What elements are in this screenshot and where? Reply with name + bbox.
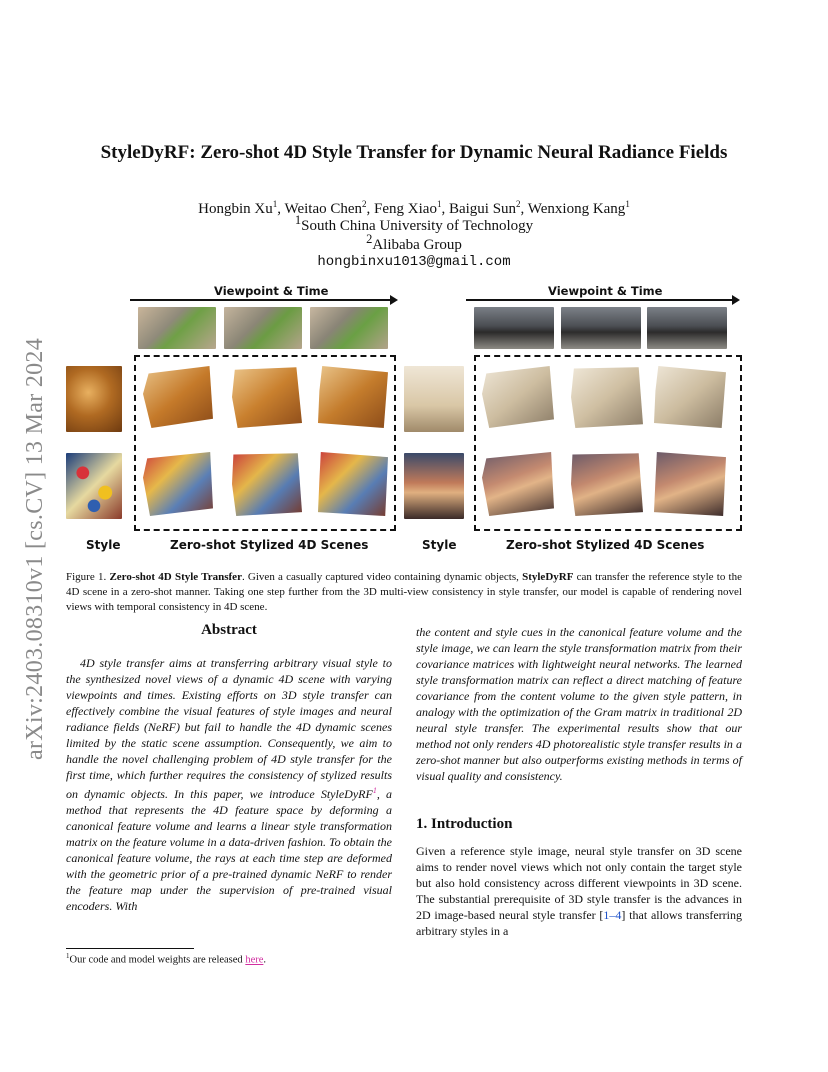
code-release-link[interactable]: here: [245, 954, 264, 966]
footnote-rule: [66, 948, 194, 949]
style-image-colorful: [66, 453, 122, 519]
stylized-result: [571, 366, 643, 428]
input-frame: [647, 307, 727, 349]
author-affiliation-mark: 2: [516, 199, 521, 209]
stylized-result: [571, 452, 643, 516]
left-scenes-label: Zero-shot Stylized 4D Scenes: [170, 538, 369, 552]
author-affiliation-mark: 1: [625, 199, 630, 209]
abstract-text: 4D style transfer aims at transferring arbitrary visual style to the synthesized novel views of a dynamic 4D scene with varying viewpoints and times. Existing efforts on 3D style transfer can effectively combine the visual features of style images and neural radiance fields (NeRF) but fail to handle the 4D dynamic scenes limited by the static scene assumption. Consequently, we aim to handle the novel challenging problem of 4D style transfer for the first time, which further requires the consistency of stylized results on dynamic objects. In this paper, we introduce StyleDyRF: [66, 656, 392, 801]
author-list: Hongbin Xu$^1$, Weitao Chen$^2$, Feng Xiao$^1$, Baigui Sun$^2$, Wenxiong Kang$^1$: [198, 199, 630, 217]
input-frame: [224, 307, 302, 349]
intro-text: ] that allows transferring arbitrary styles in a: [416, 908, 743, 938]
affiliation-name: South China University of Technology: [301, 218, 534, 234]
author-name: Hongbin Xu: [198, 201, 273, 217]
input-frame: [310, 307, 388, 349]
left-axis-label: Viewpoint & Time: [214, 284, 329, 298]
stylized-result: [143, 366, 213, 428]
stylized-result: [654, 452, 726, 516]
arxiv-identifier: arXiv:2403.08310v1 [cs.CV] 13 Mar 2024: [22, 337, 48, 760]
stylized-result: [654, 366, 726, 428]
intro-body: [416, 843, 742, 939]
stylized-result: [482, 452, 554, 516]
footnote-end: .: [263, 954, 267, 966]
right-scenes-label: Zero-shot Stylized 4D Scenes: [506, 538, 705, 552]
author-name: Weitao Chen: [284, 201, 363, 217]
author-affiliation-mark: 2: [362, 199, 367, 209]
abstract-section: [66, 622, 392, 914]
left-style-label: Style: [86, 538, 121, 552]
right-viewpoint-arrow: [466, 299, 738, 301]
right-column: [416, 624, 742, 939]
caption-method-name: StyleDyRF: [522, 571, 574, 583]
intro-text: Given a reference style image, neural style transfer on 3D scene aims to render novel views which not only contain the target style but also hold consistency across different viewpoints in 3D scene. The substantial prerequisite of 3D style transfer is the advances in 2D image-based neural style transfer [: [416, 844, 742, 922]
author-name: Baigui Sun: [448, 201, 517, 217]
stylized-result: [482, 366, 554, 428]
figure-caption: [66, 570, 742, 615]
author-email: hongbinxu1013@gmail.com: [317, 254, 511, 270]
affiliation-number: 2: [366, 232, 373, 246]
stylized-result: [318, 366, 388, 428]
style-image-sunset-spire: [404, 453, 464, 519]
caption-bold-title: Zero-shot 4D Style Transfer: [109, 571, 242, 583]
author-affiliation-mark: 1: [272, 199, 278, 209]
input-frame: [561, 307, 641, 349]
abstract-body: [66, 655, 392, 914]
left-viewpoint-arrow: [130, 299, 396, 301]
affiliation-2: [0, 232, 828, 254]
affiliation-name: Alibaba Group: [372, 237, 462, 253]
citation-link[interactable]: 1–4: [603, 908, 622, 922]
footnote-text: Our code and model weights are released: [69, 954, 246, 966]
right-axis-label: Viewpoint & Time: [548, 284, 663, 298]
caption-text: can transfer the reference style to the 4D scene in a zero-shot manner. Taking one step further from the 3D multi-view consistency in style transfer, our model is capable of rendering novel views with temporal consistency in 4D scene.: [66, 571, 742, 613]
author-name: Wenxiong Kang: [527, 201, 626, 217]
stylized-result: [232, 366, 302, 428]
intro-heading: 1. Introduction: [416, 816, 513, 832]
paper-title: StyleDyRF: Zero-shot 4D Style Transfer for Dynamic Neural Radiance Fields: [100, 142, 728, 163]
affiliation-number: 1: [294, 213, 302, 227]
caption-prefix: Figure 1.: [66, 571, 110, 583]
caption-text: . Given a casually captured video containing dynamic objects,: [241, 571, 523, 583]
abstract-continued: the content and style cues in the canonical feature volume and the style image, we can learn the style transformation matrix from their covariance matrices with lightweight neural networks. The learned style transformation matrix can reflect a direct matching of feature covariance from the content volume to the given style pattern, in analogy with the optimization of the Gram matrix in traditional 2D neural style transfer. The experimental results show that our method not only renders 4D photorealistic style transfer results in a zero-shot manner but also outperforms existing methods in terms of visual quality and consistency.: [416, 625, 742, 783]
author-affiliation-mark: 1: [436, 199, 442, 209]
footnote-number: 1: [66, 952, 70, 960]
input-frame: [138, 307, 216, 349]
style-image-ink-tree: [404, 366, 464, 432]
stylized-result: [232, 452, 302, 516]
footnote-mark[interactable]: 1: [372, 786, 377, 795]
author-name: Feng Xiao: [374, 201, 437, 217]
abstract-heading: Abstract: [201, 622, 257, 638]
input-frame: [474, 307, 554, 349]
abstract-text: , a method that represents the 4D feature space by deforming a canonical feature volume and learns a linear style transformation matrix on the feature volume in a data-driven fashion. To obtain the canonical feature volume, the rays at each time step are deformed with the geometric prior of a pre-trained dynamic NeRF to render the feature map under the supervision of pre-trained visual encoders. With: [66, 787, 392, 913]
style-image-golden: [66, 366, 122, 432]
stylized-result: [143, 452, 213, 516]
footnote: [66, 952, 266, 966]
right-style-label: Style: [422, 538, 457, 552]
stylized-result: [318, 452, 388, 516]
